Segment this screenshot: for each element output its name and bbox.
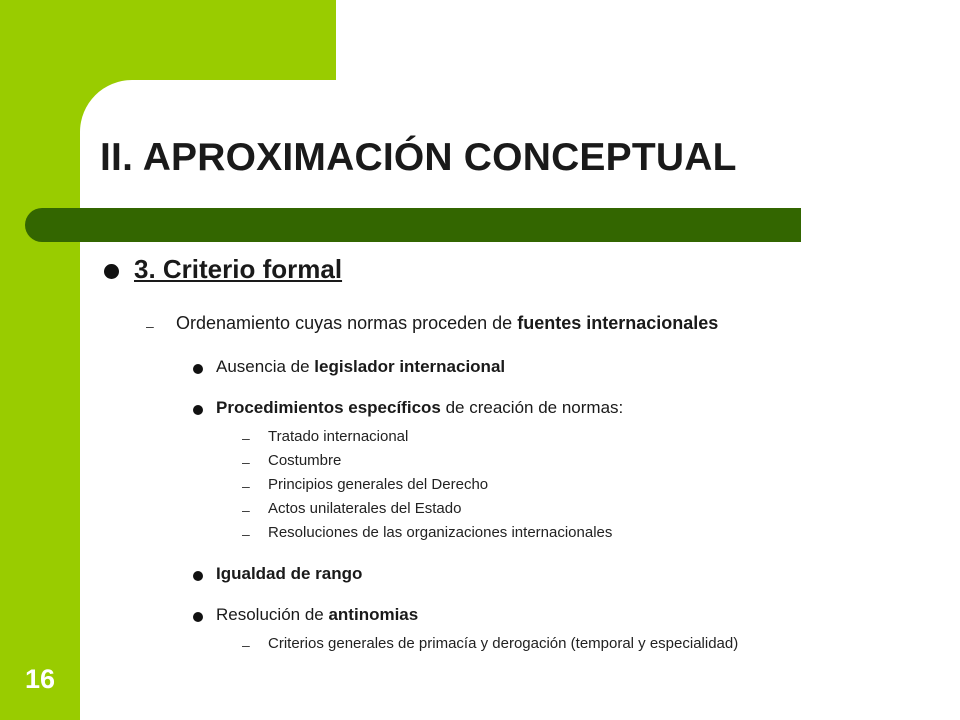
bullet-dot-icon <box>193 571 203 581</box>
item-igualdad: Igualdad de rango <box>216 564 363 583</box>
dash-icon: – <box>242 454 250 470</box>
section-heading: 3. Criterio formal <box>134 254 343 284</box>
bullet-dot-icon <box>193 405 203 415</box>
dash-icon: – <box>242 637 250 653</box>
procedure-item: Costumbre <box>268 452 342 469</box>
dash-icon: – <box>242 502 250 518</box>
dash-icon: – <box>242 430 250 446</box>
procedure-item: Actos unilaterales del Estado <box>268 500 462 517</box>
procedure-item: Tratado internacional <box>268 428 409 445</box>
top-white-area <box>336 0 960 80</box>
item-procedimientos: Procedimientos específicos de creación de normas: <box>216 398 624 417</box>
level2-text: Ordenamiento cuyas normas proceden de fuentes internacionales <box>176 313 719 333</box>
item-antinomias: Resolución de antinomias <box>216 605 419 624</box>
procedure-item: Resoluciones de las organizaciones internacionales <box>268 524 613 541</box>
dash-icon: – <box>242 478 250 494</box>
item-legislador: Ausencia de legislador internacional <box>216 357 506 376</box>
slide-number: 16 <box>24 664 56 694</box>
antinomias-subitem: Criterios generales de primacía y derogación (temporal y especialidad) <box>268 635 739 652</box>
green-corner-block <box>0 0 336 80</box>
procedure-item: Principios generales del Derecho <box>268 476 489 493</box>
bullet-dot-icon <box>104 264 119 279</box>
bullet-dot-icon <box>193 612 203 622</box>
dash-icon: – <box>146 318 154 334</box>
title-underline-bar <box>25 208 801 242</box>
slide-title: II. APROXIMACIÓN CONCEPTUAL <box>100 136 737 179</box>
bullet-dot-icon <box>193 364 203 374</box>
dash-icon: – <box>242 526 250 542</box>
